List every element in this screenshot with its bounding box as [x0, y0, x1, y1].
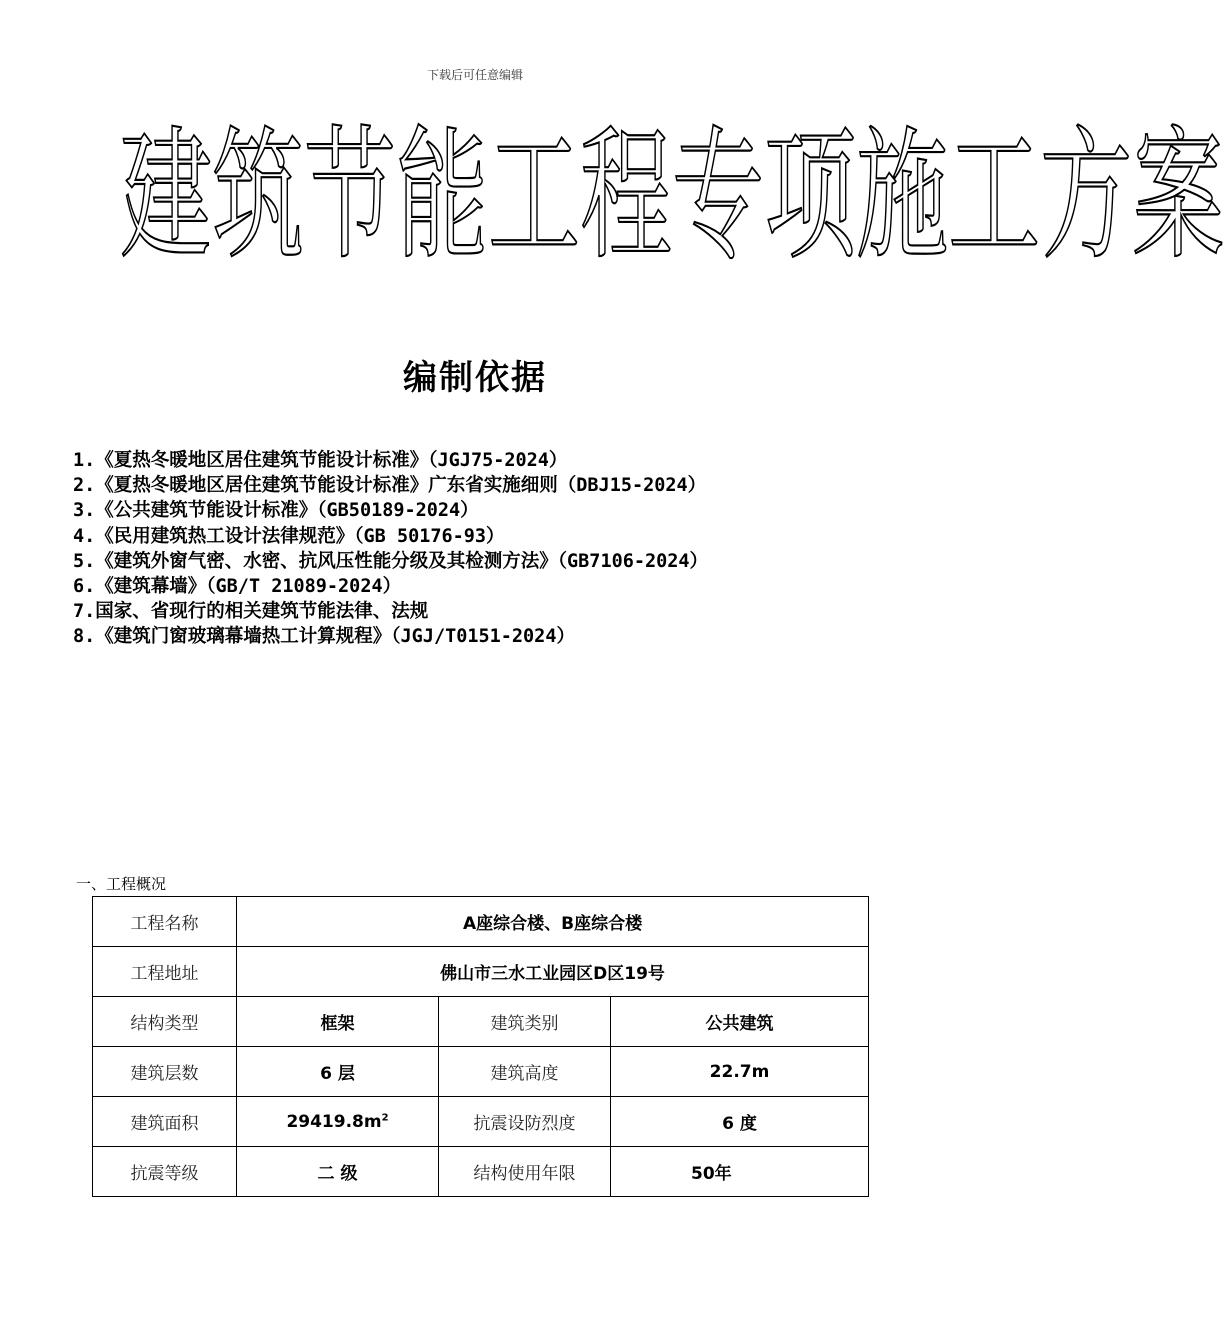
table-row — [93, 1147, 869, 1197]
title-char: 工 — [488, 113, 581, 280]
table-cell-label: 抗震设防烈度 — [439, 1097, 611, 1147]
table-row — [93, 897, 869, 947]
document-title — [120, 112, 1224, 282]
table-cell-label: 建筑高度 — [439, 1047, 611, 1097]
table-cell-label: 结构使用年限 — [439, 1147, 611, 1197]
structure-type-value: 框架 — [237, 997, 439, 1047]
title-char: 工 — [948, 113, 1041, 280]
list-item: 8.《建筑门窗玻璃幕墙热工计算规程》（JGJ/T0151-2024） — [73, 626, 575, 648]
title-char: 项 — [764, 113, 857, 280]
title-char: 能 — [396, 113, 489, 280]
title-char: 施 — [856, 113, 949, 280]
floors-value: 6 层 — [237, 1047, 439, 1097]
overview-table — [92, 896, 869, 1197]
list-item: 2.《夏热冬暖地区居住建筑节能设计标准》广东省实施细则（DBJ15-2024） — [73, 475, 707, 497]
list-item: 1.《夏热冬暖地区居住建筑节能设计标准》（JGJ75-2024） — [73, 450, 568, 471]
table-row — [93, 1097, 869, 1147]
project-address-value: 佛山市三水工业园区D区19号 — [237, 947, 869, 997]
seismic-grade-value: 二 级 — [237, 1147, 439, 1197]
table-cell-label: 抗震等级 — [93, 1147, 237, 1197]
list-item: 6.《建筑幕墙》（GB/T 21089-2024） — [73, 576, 402, 598]
table-cell-label: 工程地址 — [93, 947, 237, 997]
list-item: 7.国家、省现行的相关建筑节能法律、法规 — [73, 601, 429, 623]
service-life-value: 50年 — [611, 1147, 869, 1197]
seismic-intensity-value: 6 度 — [611, 1097, 869, 1147]
title-char: 程 — [580, 113, 673, 280]
list-item: 3.《公共建筑节能设计标准》（GB50189-2024） — [73, 500, 479, 522]
basis-list — [73, 448, 708, 650]
table-cell-label: 建筑面积 — [93, 1097, 237, 1147]
title-char: 筑 — [212, 113, 305, 280]
title-char: 方 — [1040, 113, 1133, 280]
height-value: 22.7m — [611, 1047, 869, 1097]
table-row — [93, 947, 869, 997]
table-cell-label: 建筑类别 — [439, 997, 611, 1047]
header-note: 下载后可任意编辑 — [426, 68, 523, 82]
title-char: 案 — [1132, 113, 1224, 280]
overview-heading: 一、工程概况 — [76, 875, 167, 893]
title-char: 专 — [672, 113, 765, 280]
list-item: 5.《建筑外窗气密、水密、抗风压性能分级及其检测方法》（GB7106-2024） — [73, 550, 709, 572]
section-title-basis: 编制依据 — [403, 358, 547, 398]
table-cell-label: 建筑层数 — [93, 1047, 237, 1097]
table-cell-label: 工程名称 — [93, 897, 237, 947]
table-row — [93, 1047, 869, 1097]
list-item: 4.《民用建筑热工设计法律规范》（GB 50176-93） — [73, 525, 505, 547]
area-number: 29419.8m — [286, 1111, 382, 1132]
area-unit-superscript: 2 — [381, 1111, 389, 1123]
table-cell-label: 结构类型 — [93, 997, 237, 1047]
building-category-value: 公共建筑 — [611, 997, 869, 1047]
title-char: 建 — [120, 113, 213, 280]
table-row — [93, 997, 869, 1047]
area-value — [237, 1097, 439, 1147]
project-name-value: A座综合楼、B座综合楼 — [237, 897, 869, 947]
title-char: 节 — [304, 113, 397, 280]
